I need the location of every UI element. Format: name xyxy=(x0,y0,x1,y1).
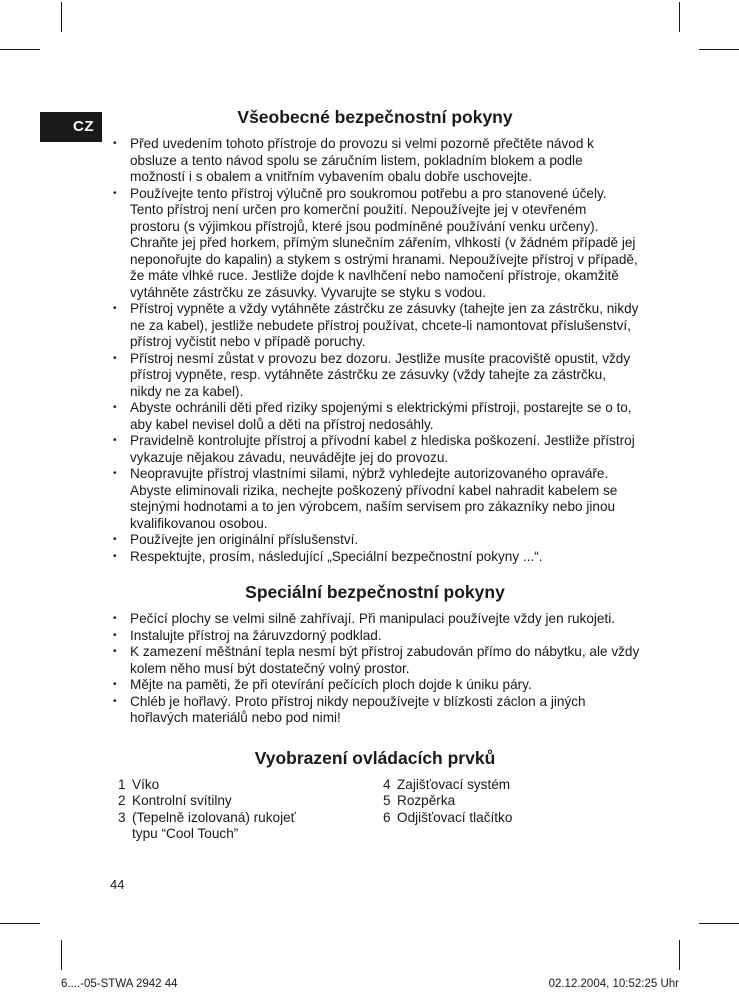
control-item xyxy=(110,777,375,794)
control-label: Víko xyxy=(132,776,160,792)
control-item xyxy=(375,793,640,810)
crop-mark xyxy=(679,940,680,970)
control-number: 2 xyxy=(118,793,126,808)
controls-column-right xyxy=(375,777,640,843)
footer-timestamp: 02.12.2004, 10:52:25 Uhr xyxy=(548,978,679,990)
crop-mark xyxy=(679,2,680,32)
control-item xyxy=(375,810,640,827)
general-safety-list xyxy=(110,136,640,565)
list-item: • Pečící plochy se velmi silně zahřívají. Při manipulaci používejte vždy jen rukojeti. xyxy=(110,611,640,628)
general-safety-heading: Všeobecné bezpečnostní pokyny xyxy=(237,107,513,127)
page-number: 44 xyxy=(110,877,125,892)
crop-mark xyxy=(699,923,739,924)
special-safety-heading: Speciální bezpečnostní pokyny xyxy=(245,582,505,602)
crop-mark xyxy=(0,923,40,924)
page-content xyxy=(110,106,640,843)
special-safety-list xyxy=(110,611,640,727)
control-label: Odjišťovací tlačítko xyxy=(397,809,513,825)
list-item: • Pravidelně kontrolujte přístroj a přívodní kabel z hlediska poškození. Jestliže přístroj vykazuje nějakou závadu, neuvádějte jej do provozu. xyxy=(110,433,640,466)
crop-mark xyxy=(61,940,62,970)
crop-mark xyxy=(61,2,62,32)
list-item: • Přístroj nesmí zůstat v provozu bez dozoru. Jestliže musíte pracoviště opustit, vždy přístroj vypněte, resp. vytáhněte zástrčku ze zásuvky (vždy tahejte za zástrčku, nikdy ne za kabel). xyxy=(110,351,640,401)
controls-heading: Vyobrazení ovládacích prvků xyxy=(254,747,496,768)
control-item xyxy=(375,777,640,794)
control-label: Rozpěrka xyxy=(397,793,456,808)
control-label: Zajišťovací systém xyxy=(397,776,511,792)
crop-mark xyxy=(0,49,40,50)
footer-file-info: 6....-05-STWA 2942 44 xyxy=(61,978,178,990)
list-item: • Přístroj vypněte a vždy vytáhněte zástrčku ze zásuvky (tahejte jen za zástrčku, nikdy ne za kabel), jestliže nebudete přístroj používat, chcete-li namontovat příslušenství, přístroj vyčistit nebo v případě poruchy. xyxy=(110,301,640,351)
control-number: 5 xyxy=(383,793,391,808)
control-item xyxy=(110,810,375,843)
control-number: 6 xyxy=(383,809,391,825)
list-item: • Mějte na paměti, že při otevírání pečících ploch dojde k úniku páry. xyxy=(110,677,640,694)
control-item xyxy=(110,793,375,810)
list-item: • Používejte jen originální příslušenství. xyxy=(110,532,640,549)
language-tab: CZ xyxy=(40,112,102,142)
list-item: • Instalujte přístroj na žáruvzdorný podklad. xyxy=(110,628,640,645)
control-number: 1 xyxy=(118,776,126,792)
control-label: (Tepelně izolovaná) rukojeť typu “Cool Touch” xyxy=(132,809,296,841)
control-label: Kontrolní svítilny xyxy=(132,793,232,808)
control-number: 4 xyxy=(383,776,391,792)
list-item: • K zamezení měštnání tepla nesmí být přístroj zabudován přímo do nábytku, ale vždy kolem něho musí být dostatečný volný prostor. xyxy=(110,644,640,677)
control-number: 3 xyxy=(118,809,126,825)
crop-mark xyxy=(699,49,739,50)
list-item: • Používejte tento přístroj výlučně pro soukromou potřebu a pro stanovené účely. Tento přístroj není určen pro komerční použití. Nepoužívejte jej v otevřeném prostoru (s výjimkou přístrojů, které jsou podmíněné používání venku určeny). Chraňte jej před horkem, přímým slunečním zářením, vlhkostí (v žádném případě jej neponořujte do kapalin) a stykem s ostrými hranami. Nepoužívejte přístroj v případě, že máte vlhké ruce. Jestliže dojde k navlhčení nebo namočení přístroje, okamžitě vytáhněte zástrčku ze zásuvky. Vyvarujte se styku s vodou. xyxy=(110,186,640,302)
list-item: • Neopravujte přístroj vlastními silami, nýbrž vyhledejte autorizovaného opraváře. Abyste eliminovali rizika, nechejte poškozený přívodní kabel nahradit kabelem se stejnými hodnotami a to jen výrobcem, naším servisem pro zákazníky nebo jinou kvalifikovanou osobou. xyxy=(110,466,640,532)
list-item: • Před uvedením tohoto přístroje do provozu si velmi pozorně přečtěte návod k obsluze a tento návod spolu se záručním listem, pokladním blokem a podle možností i s obalem a vnitřním vybavením obalu dobře uschovejte. xyxy=(110,136,640,186)
list-item: • Chléb je hořlavý. Proto přístroj nikdy nepoužívejte v blízkosti záclon a jiných hořlavých materiálů nebo pod nimi! xyxy=(110,694,640,727)
list-item: • Respektujte, prosím, následující „Speciální bezpečnostní pokyny ...“. xyxy=(110,549,640,566)
controls-column-left xyxy=(110,777,375,843)
controls-list xyxy=(110,777,640,843)
list-item: • Abyste ochránili děti před riziky spojenými s elektrickými přístroji, postarejte se o to, aby kabel nevisel dolů a děti na přístroj nedosáhly. xyxy=(110,400,640,433)
